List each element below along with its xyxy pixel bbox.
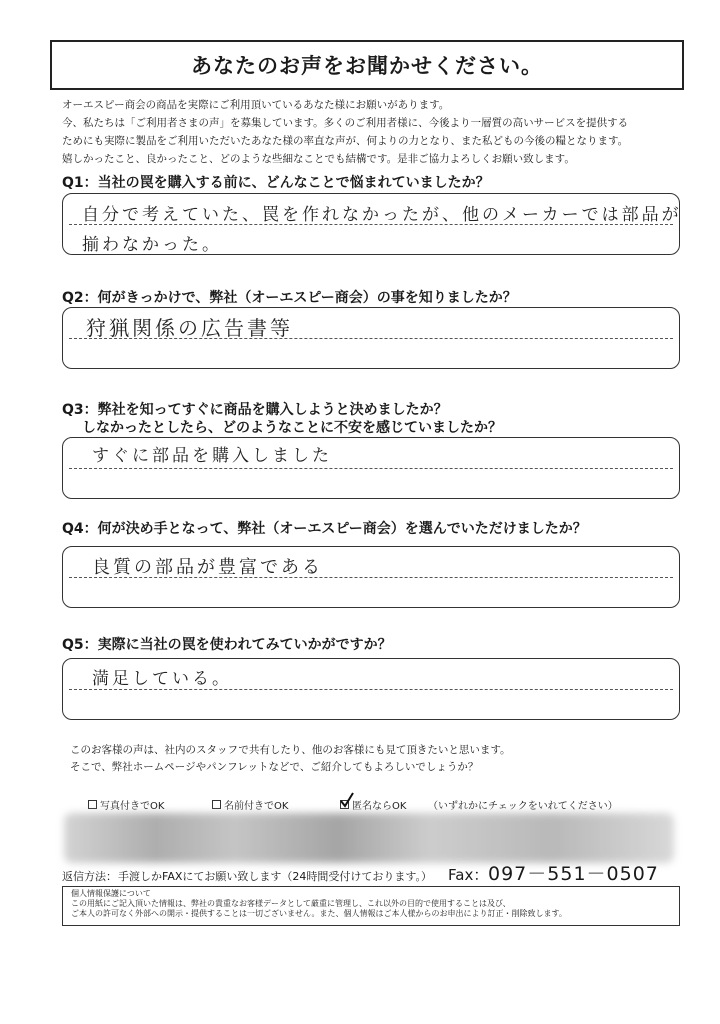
privacy-line-1: この用紙にご記入頂いた情報は、弊社の貴重なお客様データとして厳重に管理し、これ以外の目的で使用することは及び、	[71, 899, 511, 908]
answer-2-line-1: 狩猟関係の広告書等	[86, 316, 293, 340]
consent-photo-option[interactable]	[88, 797, 164, 812]
privacy-title: 個人情報保護について	[71, 889, 151, 898]
consent-photo-label: 写真付きでOK	[100, 801, 165, 812]
answer-1-line-2: 揃わなかった。	[82, 235, 222, 255]
privacy-notice-box	[62, 886, 680, 926]
question-5-label: Q5：実際に当社の罠を使われてみていかがですか？	[62, 637, 392, 653]
intro-line-4: 嬉しかったこと、良かったこと、どのような些細なことでも結構です。是非ご協力よろしくお願い致します。	[62, 153, 575, 165]
share-note-line-2: そこで、弊社ホームページやパンフレットなどで、ご紹介してもよろしいでしょうか？	[70, 761, 479, 773]
check-mark-icon	[339, 792, 355, 808]
consent-name-label: 名前付きでOK	[224, 801, 289, 812]
fax-label: Fax：	[448, 866, 489, 884]
intro-line-1: オーエスピー商会の商品を実際にご利用頂いているあなた様にお願いがあります。	[62, 99, 450, 111]
question-1-label: Q1：当社の罠を購入する前に、どんなことで悩まれていましたか？	[62, 175, 490, 191]
checkbox-name[interactable]	[212, 800, 221, 809]
consent-name-option[interactable]	[212, 797, 288, 812]
fax-number: 097－551－0507	[488, 863, 659, 885]
intro-line-3: ためにも実際に製品をご利用いただいたあなた様の率直な声が、何よりの力となり、また私どもの今後の糧となります。	[62, 135, 629, 147]
question-2-label: Q2：何がきっかけで、弊社（オーエスピー商会）の事を知りましたか？	[62, 290, 517, 306]
consent-anon-option[interactable]	[340, 797, 406, 812]
reply-method-label: 返信方法：	[62, 870, 117, 883]
consent-note: （いずれかにチェックをいれてください）	[428, 801, 618, 812]
answer-3-line-1: すぐに部品を購入しました	[92, 446, 332, 466]
redacted-signature-area	[64, 813, 674, 863]
reply-method-text: 手渡しかFAXにてお願い致します（24時間受付けております。）	[118, 870, 432, 883]
answer-1-line-1: 自分で考えていた、罠を作れなかったが、他のメーカーでは部品が	[82, 205, 682, 225]
consent-anon-label: 匿名ならOK	[352, 801, 407, 812]
question-4-label: Q4：何が決め手となって、弊社（オーエスピー商会）を選んでいただけましたか？	[62, 521, 587, 537]
share-note-line-1: このお客様の声は、社内のスタッフで共有したり、他のお客様にも見て頂きたいと思います。	[70, 744, 511, 756]
question-3-label: Q3：弊社を知ってすぐに商品を購入しようと決めましたか？	[62, 402, 448, 418]
answer-5-line-1: 満足している。	[92, 669, 232, 689]
question-3-label-2: しなかったとしたら、どのようなことに不安を感じていましたか？	[82, 420, 502, 436]
intro-line-2: 今、私たちは「ご利用者さまの声」を募集しています。多くのご利用者様に、今後より一層質の高いサービスを提供する	[62, 117, 629, 129]
privacy-line-2: ご本人の許可なく外部への開示・提供することは一切ございません。また、個人情報はご本人様からのお申出により訂正・削除致します。	[71, 909, 567, 918]
checkbox-anon-checked[interactable]	[340, 800, 349, 809]
form-title: あなたのお声をお聞かせください。	[50, 40, 684, 90]
answer-4-line-1: 良質の部品が豊富である	[92, 557, 323, 578]
checkbox-photo[interactable]	[88, 800, 97, 809]
